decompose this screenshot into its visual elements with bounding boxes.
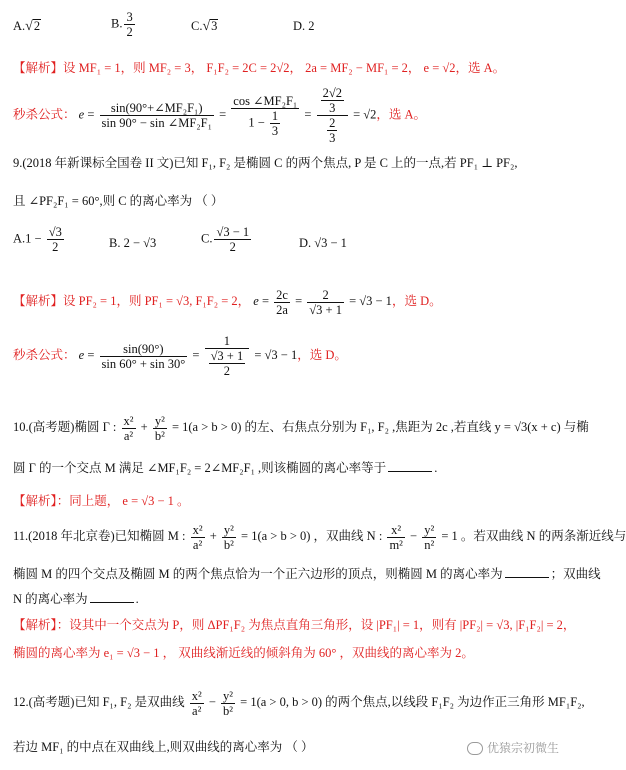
wechat-icon: [467, 742, 483, 755]
q9-options: [13, 225, 559, 261]
q8-option-c: C.√3: [191, 19, 218, 34]
q9-option-b: B. 2 − √3: [109, 236, 157, 250]
answer-blank[interactable]: [90, 602, 134, 603]
q8-option-a: A.√2: [13, 19, 41, 34]
q11-stem-line3: N 的离心率为 .: [13, 592, 139, 606]
q12-stem-line2: 若边 MF₁ 的中点在双曲线上,则双曲线的离心率为 （ ）: [13, 740, 314, 754]
q11-solution-line2: 椭圆的离心率为 e₁ = √3 − 1 ， 双曲线渐近线的倾斜角为 60° ，双曲线的离心率为 2。: [13, 646, 474, 660]
q8-shortcut: 秒杀公式： e = $\frac{\text{sin(90°+∠MF₂F₁)}}{\text{sin 90° − sin ∠MF₂F₁}}$ = cos ∠MF₂F₁ 1 − $\frac{1}{3}$ = $\frac{\frac{2√2}{3}}{\frac{2}{3}}$ = √2，选 A。: [13, 86, 427, 145]
q12-stem-line1: 12.(高考题)已知 F₁, F₂ 是双曲线 $\frac{\text{x²}}{\text{a²}}$ − $\frac{\text{y²}}{\text{b²}}$ = 1(a > 0, b > 0) 的两个焦点,以线段 F₁F₂ 为边作正三角形 MF₁F₂,: [13, 688, 585, 718]
q9-option-a: A.1 − $\frac{√3}{2}$: [13, 225, 62, 254]
solution-tag: 【解析】: [13, 618, 57, 632]
q10-stem-line1: 10.(高考题)椭圆 Γ : $\frac{\text{x²}}{\text{a²}}$ + $\frac{\text{y²}}{\text{b²}}$ = 1(a > b > 0) 的左、右焦点分别为 F₁, F₂ ,焦距为 2c ,若直线 y = √3(x + c) 与椭: [13, 413, 589, 443]
q8-solution: 【解析】设 MF₁ = 1，则 MF₂ = 3， F₁F₂ = 2C = 2√2， 2a = MF₂ − MF₁ = 2， e = √2，选 A。: [13, 61, 506, 75]
solution-tag: 【解析】: [13, 61, 64, 75]
q9-solution: 【解析】设 PF₂ = 1，则 PF₁ = √3, F₁F₂ = 2， e = $\frac{2c}{2a}$ = $\frac{2}{√3 + 1}$ = √3 − 1，选 D。: [13, 287, 442, 317]
q11-stem-line2: 椭圆 M 的四个交点及椭圆 M 的两个焦点恰为一个正六边形的顶点，则椭圆 M 的离心率为 ；双曲线: [13, 567, 601, 581]
solution-tag: 【解析】: [13, 494, 57, 508]
q8-options: [13, 10, 559, 48]
q11-stem-line1: 11.(2018 年北京卷)已知椭圆 M : $\frac{\text{x²}}{\text{a²}}$ + $\frac{\text{y²}}{\text{b²}}$ = 1(a > b > 0) ，双曲线 N : $\frac{\text{x²}}{\text{m²}}$ − $\frac{\text{y²}}{\text{n²}}$ = 1 。若双曲线 N 的两条渐近线与: [13, 522, 626, 552]
answer-blank[interactable]: [388, 471, 432, 472]
q10-stem-line2: 圆 Γ 的一个交点 M 满足 ∠MF₁F₂ = 2∠MF₂F₁ ,则该椭圆的离心率等于 .: [13, 461, 438, 475]
q10-solution: 【解析】：同上题， e = √3 − 1 。: [13, 494, 190, 508]
answer-blank[interactable]: [505, 577, 549, 578]
q9-option-d: D. √3 − 1: [299, 236, 347, 250]
q9-shortcut: 秒杀公式： e = $\frac{\sin(90^\circ)}{\sin 60^\circ + \sin 30^\circ}$ = $\frac{1}{\frac{√3 + 1}{2}}$ = √3 − 1，选 D。: [13, 334, 347, 379]
q8-option-b: B. $\frac{3}{2}$: [111, 10, 133, 39]
solution-tag: 【解析】: [13, 294, 64, 308]
q11-solution: 【解析】：设其中一个交点为 P，则 ΔPF₁F₂ 为焦点直角三角形，设 |PF₁| = 1，则有 |PF₂| = √3, |F₁F₂| = 2，: [13, 618, 576, 632]
q8-option-d: D. 2: [293, 19, 315, 33]
q9-option-c: C. $\frac{√3 - 1}{2}$: [201, 225, 250, 254]
q9-stem-line2: 且 ∠PF₂F₁ = 60°,则 C 的离心率为 （ ）: [13, 194, 224, 208]
q9-stem-line1: 9.(2018 年新课标全国卷 II 文)已知 F₁, F₂ 是椭圆 C 的两个焦点, P 是 C 上的一点,若 PF₁ ⊥ PF₂,: [13, 156, 518, 170]
watermark: 优猿宗初微生: [467, 739, 559, 756]
